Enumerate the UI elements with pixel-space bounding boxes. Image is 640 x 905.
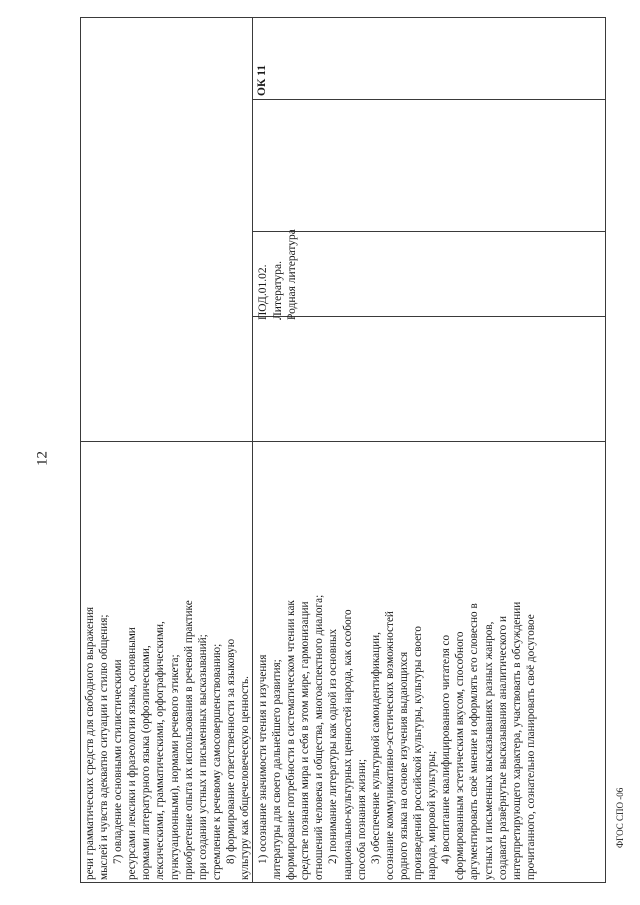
row-bottom-text-line: 3) обеспечение культурной самоидентификации,	[369, 632, 382, 864]
row-top-text-line: стремление к речевому самосовершенствованию;	[210, 643, 223, 880]
row-top-text-line: приобретение опыта их использования в речевой практике	[182, 600, 195, 880]
discipline-code: ПОД.01.02.	[257, 264, 269, 320]
row-top-text-line: 8) формирование ответственности за языковую	[224, 638, 237, 864]
discipline-name-line2: Родная литература	[286, 229, 298, 320]
row-top-text-line: культуру как общечеловеческую ценность.	[239, 676, 252, 880]
row-top-text-line: при создании устных и письменных высказываний;	[196, 634, 209, 880]
discipline-cell	[256, 120, 300, 320]
row-top-text-line: мыслей и чувств адекватно ситуации и стилю общения;	[98, 614, 111, 880]
row-bottom-text-line: прочитанного, сознательно планировать своё досуговое	[524, 614, 537, 880]
row-bottom-text-line: способа познания жизни;	[355, 759, 368, 880]
row-top-text-line: лексическими, грамматическими, орфографическими,	[154, 621, 167, 880]
row-bottom-text-line: осознание коммуникативно-эстетических возможностей	[383, 611, 396, 880]
discipline-name-line1: Литература.	[271, 261, 284, 320]
row-top-text-line: ресурсами лексики и фразеологии языка, основными	[126, 627, 139, 880]
row-bottom-text-line: отношений человека и общества, многоаспектного диалога;	[313, 594, 326, 880]
row-top-text-line: пунктуационными), нормами речевого этикета;	[168, 654, 181, 880]
row-bottom-text-line: 4) воспитание квалифицированного читателя со	[440, 634, 453, 864]
table-rule-col-5	[252, 99, 605, 100]
row-bottom-text-line: сформированным эстетическим вкусом, способного	[454, 631, 467, 880]
row-bottom-text-line: формирование потребности в систематическом чтении как	[285, 600, 298, 880]
row-top-text-line: 7) овладение основными стилистическими	[112, 659, 125, 864]
table-rule-col-3	[252, 316, 605, 317]
row-bottom-text-line: литературы для своего дальнейшего развития;	[271, 659, 284, 880]
row-top-text-line: речи грамматических средств для свободного выражения	[84, 606, 96, 880]
row-top-results-cell	[83, 442, 252, 880]
row-bottom-text-line: родного языка на основе изучения выдающихся	[397, 651, 410, 880]
row-bottom-text-line: 1) осознание значимости чтения и изучения	[257, 654, 269, 864]
row-bottom-text-line: 2) понимание литературы как одной из основных	[327, 628, 340, 864]
competence-cell	[256, 26, 268, 96]
competence-code: ОК 11	[256, 64, 268, 96]
row-top-text-line: нормами литературного языка (орфоэпическими,	[140, 645, 153, 880]
row-bottom-text-line: произведений российской культуры, культуры своего	[412, 626, 425, 880]
row-bottom-text-line: создавать развёрнутые высказывания аналитического и	[496, 616, 509, 880]
table-rule-col-4	[252, 231, 605, 232]
footer-code: ФГОС СПО -06	[615, 787, 625, 848]
row-bottom-text-line: народа, мировой культуры;	[426, 750, 439, 880]
page-number: 12	[34, 451, 51, 466]
table-rule-row-separator	[252, 18, 253, 882]
row-bottom-text-line: устных и письменных высказываниях разных жанров,	[482, 621, 495, 880]
row-bottom-text-line: средстве познания мира и себя в этом мире, гармонизации	[299, 601, 312, 880]
row-bottom-text-line: национально-культурных ценностей народа, как особого	[341, 609, 354, 880]
row-bottom-results-cell	[254, 442, 538, 880]
row-bottom-text-line: интерпретирующего характера, участвовать в обсуждении	[510, 601, 523, 880]
row-bottom-text-line: аргументировать своё мнение и оформлять его словесно в	[468, 603, 481, 880]
